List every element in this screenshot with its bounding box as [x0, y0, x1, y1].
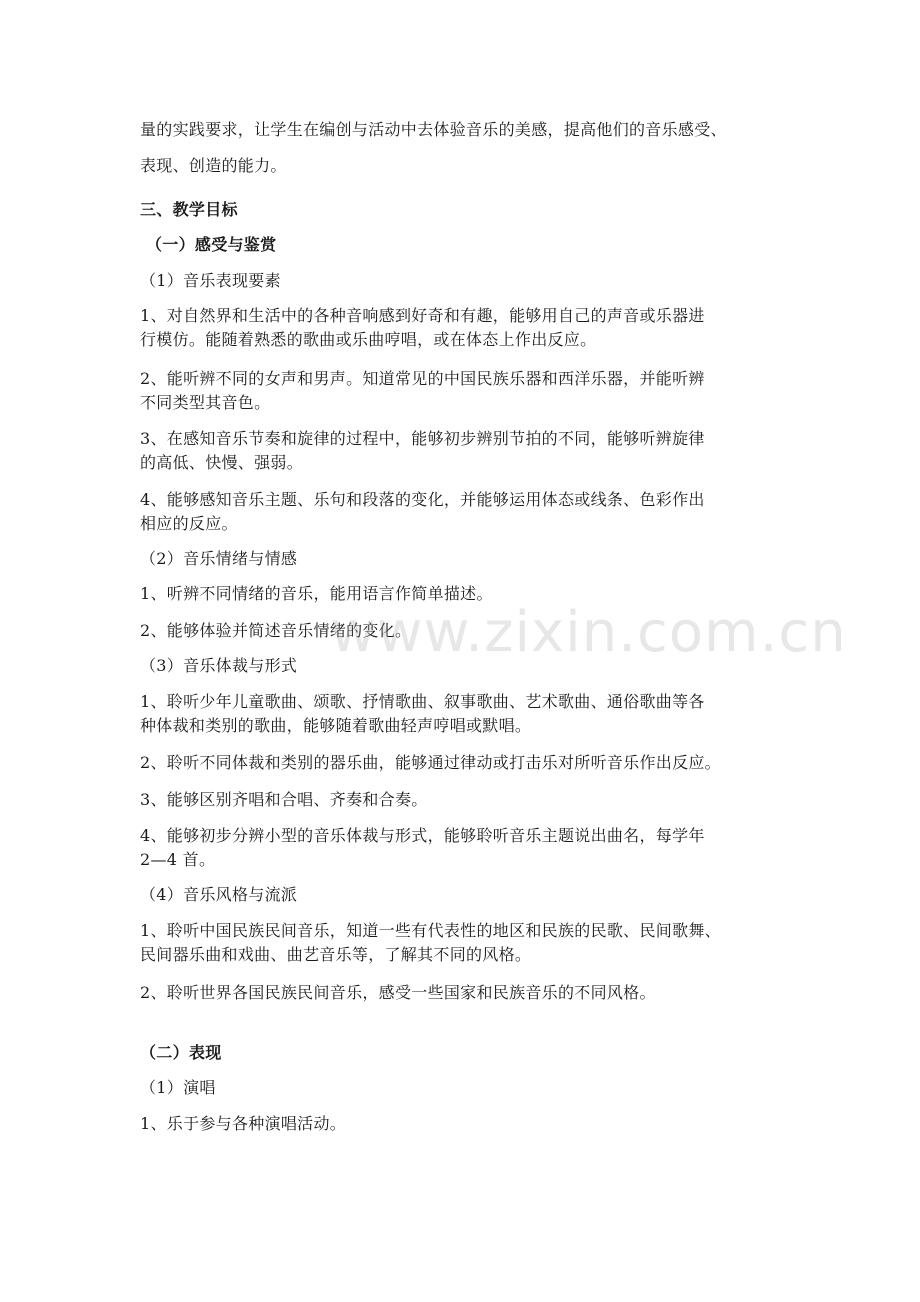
list-item: 3、能够区别齐唱和合唱、齐奏和合奏。 — [140, 790, 428, 809]
list-item: 2、聆听不同体裁和类别的器乐曲，能够通过律动或打击乐对所听音乐作出反应。 — [140, 753, 721, 772]
list-item: 1、聆听少年儿童歌曲、颂歌、抒情歌曲、叙事歌曲、艺术歌曲、通俗歌曲等各 — [140, 692, 705, 711]
list-item: 1、对自然界和生活中的各种音响感到好奇和有趣，能够用自己的声音或乐器进 — [140, 306, 705, 325]
section-heading: 三、教学目标 — [140, 200, 238, 219]
subsection-heading: （二）表现 — [140, 1043, 222, 1062]
list-item: 2、聆听世界各国民族民间音乐，感受一些国家和民族音乐的不同风格。 — [140, 983, 656, 1002]
topic-heading: （1）演唱 — [140, 1078, 216, 1097]
list-item: 不同类型其音色。 — [140, 393, 271, 412]
list-item: 4、能够初步分辨小型的音乐体裁与形式，能够聆听音乐主题说出曲名，每学年 — [140, 826, 705, 845]
paragraph-line: 表现、创造的能力。 — [140, 156, 287, 175]
list-item: 民间器乐曲和戏曲、曲艺音乐等，了解其不同的风格。 — [140, 945, 532, 964]
list-item: 4、能够感知音乐主题、乐句和段落的变化，并能够运用体态或线条、色彩作出 — [140, 490, 705, 509]
watermark-text: www.zixin.com.cn — [330, 600, 847, 665]
list-item: 种体裁和类别的歌曲，能够随着歌曲轻声哼唱或默唱。 — [140, 716, 532, 735]
subsection-heading: （一）感受与鉴赏 — [146, 235, 277, 254]
list-item: 2—4 首。 — [140, 850, 216, 869]
list-item: 3、在感知音乐节奏和旋律的过程中，能够初步辨别节拍的不同，能够听辨旋律 — [140, 429, 705, 448]
list-item: 行模仿。能随着熟悉的歌曲或乐曲哼唱，或在体态上作出反应。 — [140, 330, 597, 349]
topic-heading: （4）音乐风格与流派 — [140, 885, 298, 904]
topic-heading: （2）音乐情绪与情感 — [140, 549, 298, 568]
list-item: 2、能听辨不同的女声和男声。知道常见的中国民族乐器和西洋乐器，并能听辨 — [140, 369, 705, 388]
topic-heading: （3）音乐体裁与形式 — [140, 656, 298, 675]
list-item: 1、乐于参与各种演唱活动。 — [140, 1114, 347, 1133]
paragraph-line: 量的实践要求，让学生在编创与活动中去体验音乐的美感，提高他们的音乐感受、 — [140, 120, 727, 139]
list-item: 相应的反应。 — [140, 514, 238, 533]
list-item: 的高低、快慢、强弱。 — [140, 453, 304, 472]
list-item: 1、听辨不同情绪的音乐，能用语言作简单描述。 — [140, 584, 493, 603]
topic-heading: （1）音乐表现要素 — [140, 271, 281, 290]
list-item: 2、能够体验并简述音乐情绪的变化。 — [140, 621, 412, 640]
list-item: 1、聆听中国民族民间音乐，知道一些有代表性的地区和民族的民歌、民间歌舞、 — [140, 921, 721, 940]
